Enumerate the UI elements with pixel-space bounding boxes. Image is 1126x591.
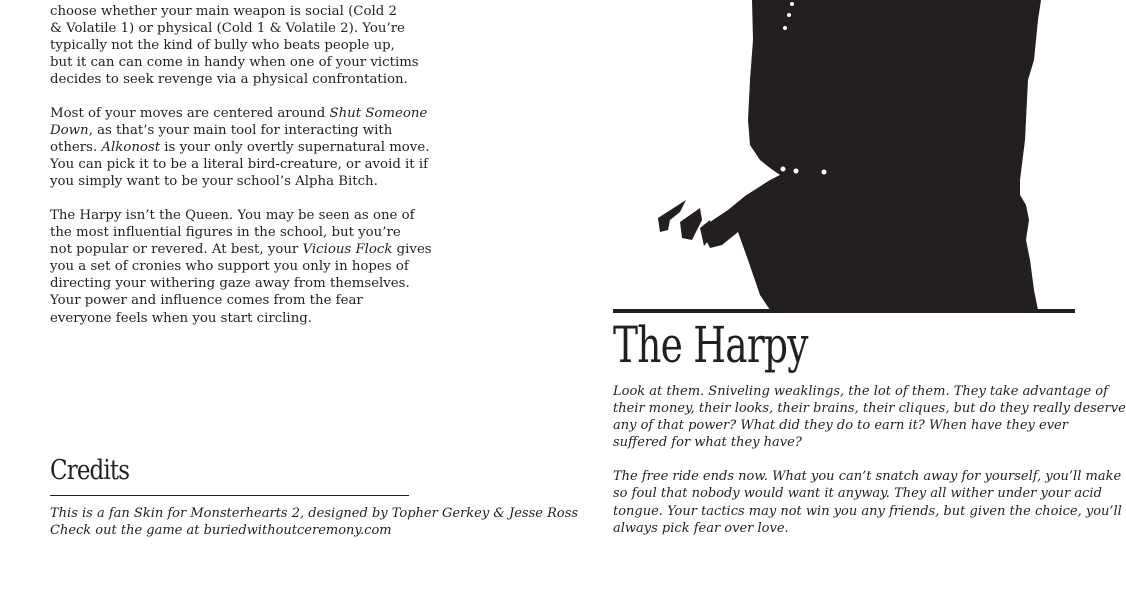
text-line: & Volatile 1) or physical (Cold 1 & Volatile 2). You’re xyxy=(50,21,405,37)
text-line xyxy=(50,105,430,122)
text-line: suffered for what they have? xyxy=(613,435,802,451)
title-divider xyxy=(613,309,1075,313)
credits-text xyxy=(50,505,578,539)
text-line xyxy=(50,122,430,139)
credits-line: This is a fan Skin for Monsterhearts 2, designed by Topher Gerkey & Jesse Ross xyxy=(50,506,579,521)
text-line: any of that power? What did they do to earn it? When have they ever xyxy=(613,418,1068,434)
text-line: but it can can come in handy when one of your victims xyxy=(50,55,419,71)
text-line: the most influential figures in the school, but you’re xyxy=(50,225,401,241)
move-name: Down xyxy=(50,123,89,139)
text: gives xyxy=(392,242,432,258)
text-line: so foul that nobody would want it anyway. They all wither under your acid xyxy=(613,486,1102,502)
text-line: Look at them. Sniveling weaklings, the lot of them. They take advantage of xyxy=(613,384,1108,399)
harpy-silhouette-illustration xyxy=(610,0,1080,312)
text-line: typically not the kind of bully who beats people up, xyxy=(50,38,395,54)
text-line: directing your withering gaze away from themselves. xyxy=(50,276,410,292)
move-name: Shut Someone xyxy=(329,105,428,121)
text-line: The free ride ends now. What you can’t snatch away for yourself, you’ll make xyxy=(613,469,1122,485)
text: is your only overtly supernatural move. xyxy=(160,140,430,156)
text-line: Your power and influence comes from the fear xyxy=(50,293,363,309)
text-line: The Harpy isn’t the Queen. You may be seen as one of xyxy=(50,207,415,223)
text-line: their money, their looks, their brains, their cliques, but do they really deserve xyxy=(613,401,1126,417)
credits-line: Check out the game at buriedwithoutceremony.com xyxy=(50,523,392,538)
paragraph-moves xyxy=(50,105,430,190)
text-line: you a set of cronies who support you only in hopes of xyxy=(50,259,409,275)
flavor-paragraph xyxy=(613,468,1122,536)
move-name: Alkonost xyxy=(101,140,161,156)
flavor-paragraph xyxy=(613,383,1126,451)
text-line: always pick fear over love. xyxy=(613,520,789,536)
text-line xyxy=(50,139,430,156)
text: , as that’s your main tool for interacting with xyxy=(88,123,393,139)
text-line xyxy=(50,241,430,258)
skin-title: The Harpy xyxy=(613,316,808,374)
paragraph-stats xyxy=(50,3,430,88)
credits-heading: Credits xyxy=(50,455,130,486)
text-line: tongue. Your tactics may not win you any friends, but given the choice, you’ll xyxy=(613,503,1122,519)
text-line: You can pick it to be a literal bird-creature, or avoid it if xyxy=(50,157,429,173)
text: others. xyxy=(50,140,102,156)
text-line: choose whether your main weapon is social (Cold 2 xyxy=(50,4,397,19)
text: Most of your moves are centered around xyxy=(50,105,330,121)
move-name: Vicious Flock xyxy=(302,242,393,258)
text-line: everyone feels when you start circling. xyxy=(50,310,312,326)
text: not popular or revered. At best, your xyxy=(50,242,303,258)
text-line: decides to seek revenge via a physical confrontation. xyxy=(50,72,408,88)
paragraph-queen xyxy=(50,207,430,327)
credits-divider xyxy=(50,495,409,496)
text-line: you simply want to be your school’s Alpha Bitch. xyxy=(50,174,378,190)
skin-description xyxy=(50,3,430,343)
skin-flavor-text xyxy=(613,383,1126,554)
